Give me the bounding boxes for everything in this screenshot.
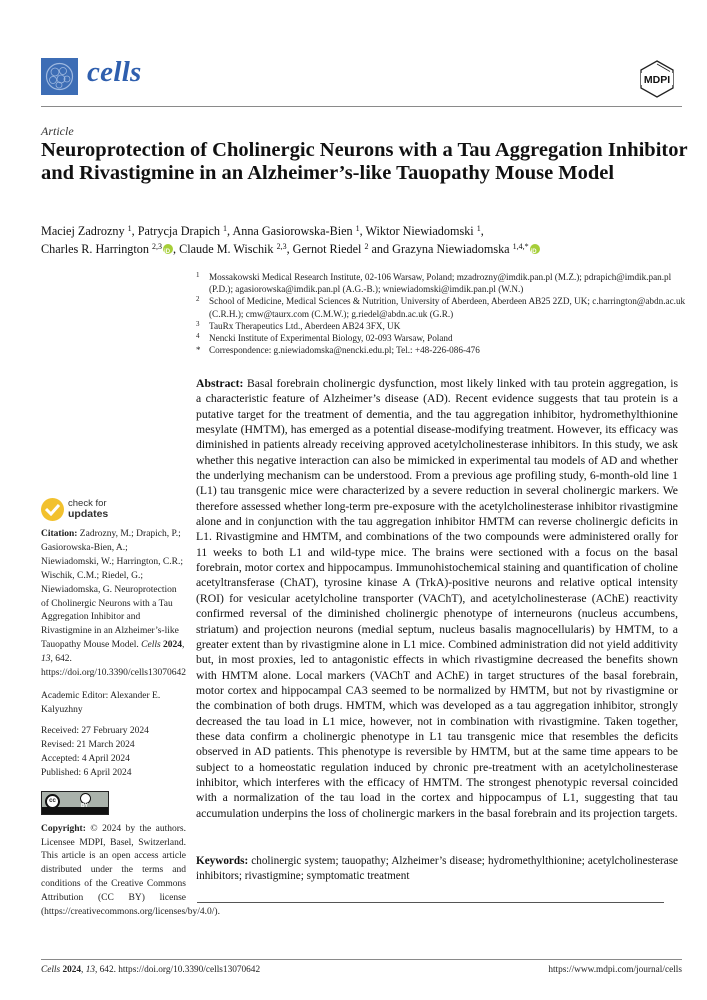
- accepted-date: Accepted: 4 April 2024: [41, 754, 130, 765]
- sidebar: [41, 498, 220, 920]
- abstract: [196, 376, 678, 821]
- check-for-updates-button[interactable]: check for updates: [41, 498, 186, 525]
- author-affiliation-ref: 1: [476, 224, 481, 233]
- affiliation-item: 2 School of Medicine, Medical Sciences & Nutrition, University of Aberdeen, Aberdeen AB25 2ZD, UK; c.harrington@abdn.ac.uk (C.R.H.); cmw@taurx.com (C.M.W.); g.riedel@abdn.ac.uk (G.R.): [196, 295, 686, 319]
- author-affiliation-ref: 2,3: [276, 241, 287, 251]
- received-date: Received: 27 February 2024: [41, 725, 149, 736]
- footer-citation: Cells 2024, 13, 642. https://doi.org/10.3390/cells13070642: [41, 965, 261, 975]
- keywords: [196, 854, 678, 885]
- author-affiliation-ref: 1,4,*: [512, 241, 529, 251]
- author-list: Maciej Zadrozny $^1$, Patrycja Drapich $^1$, Anna Gasiorowska-Bien $^1$, Wiktor Niewiadomski $^1$, Charles R. Harrington $^{2,3}$ iD , Claude M. Wischik $^{2,3}$, Gernot Riedel $^2$ and Grazyna Niewiadomska $^{1,4,*}$iD: [41, 223, 681, 258]
- keywords-text: cholinergic system; tauopathy; Alzheimer’s disease; hydromethylthionine; acetylcholinesterase inhibitors; rivastigmine; symptomatic treatment: [196, 855, 679, 883]
- cc-by-license-icon[interactable]: cc BY: [41, 791, 109, 815]
- author-name: Wiktor Niewiadomski: [365, 224, 477, 238]
- copyright: Copyright: © 2024 by the authors. Licensee MDPI, Basel, Switzerland. This article is an open access article distributed under the terms and conditions of the Creative Commons Attribution (CC BY) license (https://creativecommons.org/licenses/by/4.0/).: [41, 823, 220, 918]
- journal-name: cells: [87, 56, 142, 88]
- article-title: Neuroprotection of Cholinergic Neurons with a Tau Aggregation Inhibitor and Rivastigmine in an Alzheimer’s-like Tauopathy Mouse Model: [41, 139, 688, 184]
- affiliation-item: 4 Nencki Institute of Experimental Biology, 02-093 Warsaw, Poland: [196, 332, 453, 344]
- footer-doi-link[interactable]: , 642. https://doi.org/10.3390/cells13070642: [95, 965, 261, 975]
- citation-doi-link[interactable]: , 642. https://doi.org/10.3390/cells13070642: [41, 654, 186, 679]
- revised-date: Revised: 21 March 2024: [41, 739, 135, 750]
- author-name: Patrycja Drapich: [137, 224, 224, 238]
- published-date: Published: 6 April 2024: [41, 768, 132, 779]
- author-name: Maciej Zadrozny: [41, 224, 128, 238]
- orcid-icon[interactable]: [530, 244, 540, 254]
- cc-icon: cc: [45, 794, 60, 809]
- svg-text:MDPI: MDPI: [643, 74, 671, 86]
- footer-divider: [41, 959, 682, 960]
- orcid-icon[interactable]: [163, 244, 173, 254]
- author-affiliation-ref: 2: [364, 241, 369, 251]
- affiliation-item: 3 TauRx Therapeutics Ltd., Aberdeen AB24 3FX, UK: [196, 319, 401, 331]
- article-type: Article: [41, 124, 74, 138]
- abstract-text: Basal forebrain cholinergic dysfunction, most likely linked with tau protein aggregation, is a characteristic feature of Alzheimer’s disease (AD). Recent evidence suggests that tau protein is a putative target for the treatment of dementia, and the tau aggregation inhibitor, hydromethylthionine mesylate (HMTM), has emerged as a potential disease-modifying treatment. However, its efficacy was diminished in patients already receiving approved acetylcholinesterase inhibitors. In this study, we ask whether this negative interaction can also be mimicked in experimental tau models of AD and whether the underlying mechanism can be understood. From a previous age profiling study, 6-month-old line 1 (L1) tau transgenic mice were characterized by a severe reduction in several cholinergic markers. We therefore assessed whether long-term pre-exposure with the acetylcholinesterase inhibitor rivastigmine alone and in conjunction with the tau aggregation inhibitor HMTM can reverse cholinergic deficits in L1. Rivastigmine and HMTM, and combinations of the two compounds were administered orally for 11 weeks to both L1 and wild-type mice. The brains were sectioned with a focus on the basal forebrain, motor cortex and hippocampus. Immunohistochemical staining and quantification of choline acetyltransferase (ChAT), tyrosine kinase A (TrkA)-positive neurons and relative optical intensity (ROI) for vesicular acetylcholine transporter (VAChT), and acetylcholinesterase (AChE) reactivity confirmed reversal of the diminished cholinergic phenotype of interneurons (nucleus accumbens, striatum) and projection neurons (medial septum, nucleus basalis magnocellularis) by HMTM, to a greater extent than by rivastigmine alone in L1 mice. Combined administration did not yield additivity but, in most proxies, led to antagonistic effects in which rivastigmine decreased the benefits shown with HMTM alone. Local markers (VAChT and AChE) in target structures of the basal forebrain, motor cortex and hippocampal CA3 seemed to be normalized by HMTM, but not by rivastigmine or the combination of both drugs. HMTM, which was developed as a tau aggregation inhibitor, strongly decreased the tau load in L1 mice, however, not in combination with rivastigmine. Taken together, these data confirm a cholinergic phenotype in L1 tau transgenic mice that resembles the deficits observed in AD patients. This phenotype is reversible by HMTM, but at the same time appears to be subject to a homeostatic regulation induced by chronic pre-treatment with an acetylcholinesterase inhibitor, which interferes with the efficacy of HMTM. The strongest phenotypic reversal coincided with a normalization of the tau load in the cortex and hippocampus of L1, suggesting that tau accumulation underpins the loss of cholinergic markers in the basal forebrain and its projection targets.: [196, 377, 678, 820]
- affiliations: [196, 271, 686, 356]
- correspondence: * Correspondence: g.niewiadomska@nencki.edu.pl; Tel.: +48-226-086-476: [196, 345, 480, 356]
- cells-logo-icon: [41, 58, 78, 95]
- author-name: Grazyna Niewiadomska: [392, 241, 513, 256]
- footer-journal-link[interactable]: https://www.mdpi.com/journal/cells: [548, 965, 682, 975]
- author-name: Charles R. Harrington: [41, 241, 153, 256]
- citation: Citation: Zadrozny, M.; Drapich, P.; Gasiorowska-Bien, A.; Niewiadomski, W.; Harrington, C.R.; Wischik, C.M.; Riedel, G.; Niewiadomska, G. Neuroprotection of Cholinergic Neurons with a Tau Aggregation Inhibitor and Rivastigmine in an Alzheimer’s-like Tauopathy Mouse Model. Cells 2024, 13, 642. https://doi.org/10.3390/cells13070642: [41, 529, 186, 679]
- publication-dates: [41, 724, 186, 781]
- author-affiliation-ref: 1: [127, 224, 132, 233]
- keywords-divider: [197, 902, 664, 903]
- abstract-label: Abstract:: [196, 377, 244, 390]
- author-affiliation-ref: 1: [223, 224, 228, 233]
- author-name: Anna Gasiorowska-Bien: [232, 224, 356, 238]
- author-affiliation-ref: 1: [355, 224, 360, 233]
- header-divider: [41, 106, 682, 107]
- academic-editor: Academic Editor: Alexander E. Kalyuzhny: [41, 690, 161, 715]
- keywords-label: Keywords:: [196, 855, 249, 867]
- check-for-updates-icon: [41, 498, 64, 521]
- affiliation-item: 1 Mossakowski Medical Research Institute, 02-106 Warsaw, Poland; mzadrozny@imdik.pan.pl (M.Z.); pdrapich@imdik.pan.pl (P.D.); agasiorowska@imdik.pan.pl (A.G.-B.); wniewiadomski@imdik.pan.pl (W.N.): [196, 271, 672, 295]
- author-name: Claude M. Wischik: [179, 241, 277, 256]
- journal-header: [41, 58, 682, 100]
- author-name: Gernot Riedel: [292, 241, 365, 256]
- author-affiliation-ref: 2,3: [152, 241, 163, 251]
- mdpi-logo-icon: [638, 60, 676, 98]
